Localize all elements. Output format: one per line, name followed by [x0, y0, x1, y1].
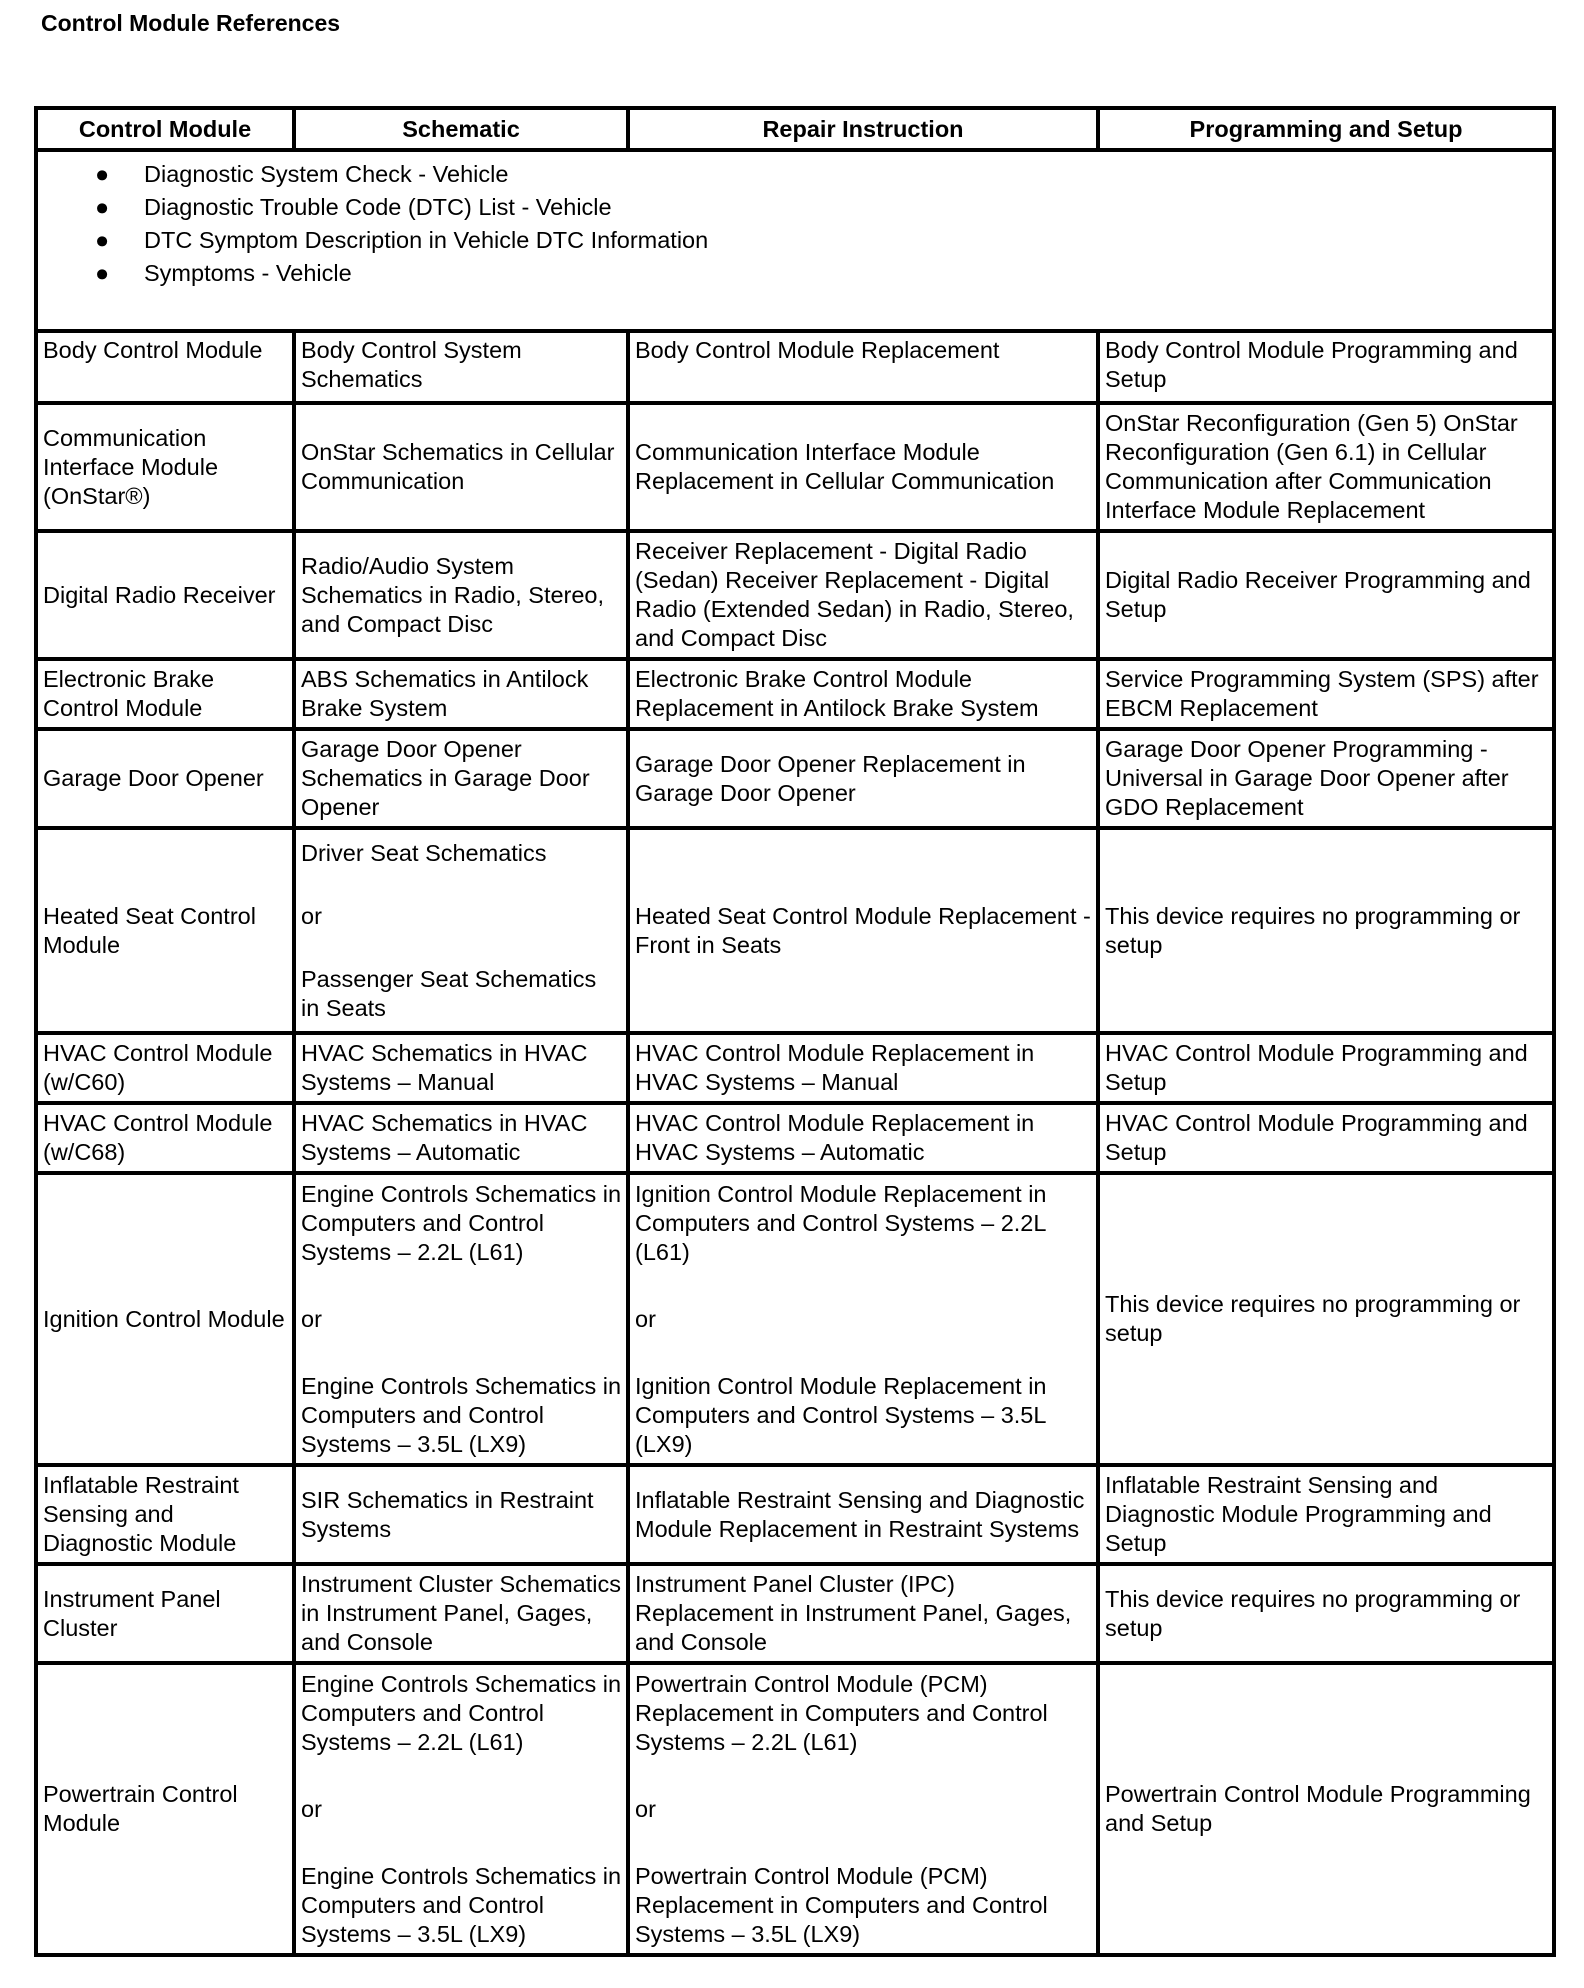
repair-cell: [628, 1663, 1098, 1955]
repair-link[interactable]: Powertrain Control Module (PCM) Replacement in Computers and Control Systems – 2.2L (L61): [635, 1670, 1048, 1755]
schematic-link[interactable]: HVAC Schematics in HVAC Systems – Automatic: [294, 1103, 628, 1173]
repair-link[interactable]: Ignition Control Module Replacement in Computers and Control Systems – 2.2L (L61): [635, 1180, 1047, 1265]
intro-list: [38, 158, 1552, 290]
schematic-link[interactable]: Engine Controls Schematics in Computers and Control Systems – 3.5L (LX9): [301, 1862, 622, 1947]
column-header-programming-setup: Programming and Setup: [1098, 108, 1554, 150]
programming-link[interactable]: HVAC Control Module Programming and Setup: [1098, 1033, 1554, 1103]
table-row: [36, 1103, 1554, 1173]
table-row: [36, 1033, 1554, 1103]
bullet-icon: ●: [95, 194, 110, 220]
repair-link[interactable]: Instrument Panel Cluster (IPC) Replacement in Instrument Panel, Gages, and Console: [628, 1564, 1098, 1663]
schematic-link[interactable]: ABS Schematics in Antilock Brake System: [294, 659, 628, 729]
module-cell: Ignition Control Module: [36, 1173, 294, 1465]
intro-item[interactable]: ● Diagnostic Trouble Code (DTC) List - Vehicle: [144, 191, 1552, 224]
table-header-row: [36, 108, 1554, 150]
schematic-link[interactable]: Garage Door Opener Schematics in Garage Door Opener: [294, 729, 628, 828]
bullet-icon: ●: [95, 260, 110, 286]
repair-link[interactable]: Ignition Control Module Replacement in Computers and Control Systems – 3.5L (LX9): [635, 1372, 1047, 1457]
schematic-cell: [294, 828, 628, 1033]
module-cell: Electronic Brake Control Module: [36, 659, 294, 729]
table-row: [36, 331, 1554, 403]
programming-link[interactable]: HVAC Control Module Programming and Setup: [1098, 1103, 1554, 1173]
module-cell: Digital Radio Receiver: [36, 531, 294, 659]
module-cell: Garage Door Opener: [36, 729, 294, 828]
programming-link[interactable]: Inflatable Restraint Sensing and Diagnostic Module Programming and Setup: [1098, 1465, 1554, 1564]
repair-link[interactable]: Inflatable Restraint Sensing and Diagnostic Module Replacement in Restraint Systems: [628, 1465, 1098, 1564]
repair-link[interactable]: Body Control Module Replacement: [628, 331, 1098, 403]
module-cell: Communication Interface Module (OnStar®): [36, 403, 294, 531]
programming-link[interactable]: Body Control Module Programming and Setup: [1098, 331, 1554, 403]
or-label: or: [301, 1795, 322, 1822]
or-label: or: [635, 1795, 656, 1822]
or-label: or: [301, 902, 322, 929]
repair-link[interactable]: Garage Door Opener Replacement in Garage Door Opener: [628, 729, 1098, 828]
column-header-schematic: Schematic: [294, 108, 628, 150]
module-cell: Instrument Panel Cluster: [36, 1564, 294, 1663]
schematic-link[interactable]: OnStar Schematics in Cellular Communication: [294, 403, 628, 531]
table-row: [36, 1173, 1554, 1465]
schematic-link[interactable]: Engine Controls Schematics in Computers and Control Systems – 3.5L (LX9): [301, 1372, 622, 1457]
schematic-link[interactable]: SIR Schematics in Restraint Systems: [294, 1465, 628, 1564]
repair-link[interactable]: Communication Interface Module Replacement in Cellular Communication: [628, 403, 1098, 531]
intro-cell: [36, 150, 1554, 331]
programming-link[interactable]: Garage Door Opener Programming - Universal in Garage Door Opener after GDO Replacement: [1098, 729, 1554, 828]
schematic-link[interactable]: Passenger Seat Schematics in Seats: [301, 965, 597, 1021]
repair-link[interactable]: Receiver Replacement - Digital Radio (Sedan) Receiver Replacement - Digital Radio (Extended Sedan) in Radio, Stereo, and Compact Disc: [628, 531, 1098, 659]
repair-link[interactable]: HVAC Control Module Replacement in HVAC Systems – Manual: [628, 1033, 1098, 1103]
or-label: or: [301, 1305, 322, 1332]
table-row: [36, 403, 1554, 531]
column-header-repair-instruction: Repair Instruction: [628, 108, 1098, 150]
intro-item[interactable]: ● Symptoms - Vehicle: [144, 257, 1552, 290]
table-row: [36, 828, 1554, 1033]
programming-note: This device requires no programming or setup: [1098, 828, 1554, 1033]
programming-note: This device requires no programming or setup: [1098, 1173, 1554, 1465]
schematic-cell: [294, 1663, 628, 1955]
programming-link[interactable]: Powertrain Control Module Programming and Setup: [1098, 1663, 1554, 1955]
schematic-link[interactable]: HVAC Schematics in HVAC Systems – Manual: [294, 1033, 628, 1103]
module-cell: HVAC Control Module (w/C68): [36, 1103, 294, 1173]
schematic-link[interactable]: Instrument Cluster Schematics in Instrument Panel, Gages, and Console: [294, 1564, 628, 1663]
schematic-cell: [294, 1173, 628, 1465]
repair-link[interactable]: Electronic Brake Control Module Replacement in Antilock Brake System: [628, 659, 1098, 729]
table-row: [36, 1564, 1554, 1663]
control-module-table: [34, 106, 1556, 1957]
programming-link[interactable]: OnStar Reconfiguration (Gen 5) OnStar Reconfiguration (Gen 6.1) in Cellular Communication after Communication Interface Module Replacement: [1098, 403, 1554, 531]
schematic-link[interactable]: Engine Controls Schematics in Computers and Control Systems – 2.2L (L61): [301, 1670, 622, 1755]
bullet-icon: ●: [95, 161, 110, 187]
repair-link[interactable]: Powertrain Control Module (PCM) Replacement in Computers and Control Systems – 3.5L (LX9): [635, 1862, 1048, 1947]
column-header-control-module: Control Module: [36, 108, 294, 150]
programming-link[interactable]: Digital Radio Receiver Programming and Setup: [1098, 531, 1554, 659]
intro-item[interactable]: ● Diagnostic System Check - Vehicle: [144, 158, 1552, 191]
bullet-icon: ●: [95, 227, 110, 253]
repair-cell: [628, 1173, 1098, 1465]
table-row: [36, 1465, 1554, 1564]
schematic-link[interactable]: Driver Seat Schematics: [301, 839, 547, 866]
schematic-link[interactable]: Radio/Audio System Schematics in Radio, Stereo, and Compact Disc: [294, 531, 628, 659]
programming-note: This device requires no programming or setup: [1098, 1564, 1554, 1663]
table-row: [36, 1663, 1554, 1955]
table-row: [36, 659, 1554, 729]
module-cell: Heated Seat Control Module: [36, 828, 294, 1033]
module-cell: Body Control Module: [36, 331, 294, 403]
schematic-link[interactable]: Body Control System Schematics: [294, 331, 628, 403]
schematic-link[interactable]: Engine Controls Schematics in Computers and Control Systems – 2.2L (L61): [301, 1180, 622, 1265]
module-cell: HVAC Control Module (w/C60): [36, 1033, 294, 1103]
page-title: Control Module References: [41, 10, 341, 36]
module-cell: Powertrain Control Module: [36, 1663, 294, 1955]
table-row: [36, 729, 1554, 828]
table-row: [36, 531, 1554, 659]
programming-link[interactable]: Service Programming System (SPS) after EBCM Replacement: [1098, 659, 1554, 729]
repair-link[interactable]: HVAC Control Module Replacement in HVAC Systems – Automatic: [628, 1103, 1098, 1173]
module-cell: Inflatable Restraint Sensing and Diagnostic Module: [36, 1465, 294, 1564]
intro-row: [36, 150, 1554, 331]
or-label: or: [635, 1305, 656, 1332]
intro-item[interactable]: ● DTC Symptom Description in Vehicle DTC Information: [144, 224, 1552, 257]
repair-link[interactable]: Heated Seat Control Module Replacement - Front in Seats: [628, 828, 1098, 1033]
